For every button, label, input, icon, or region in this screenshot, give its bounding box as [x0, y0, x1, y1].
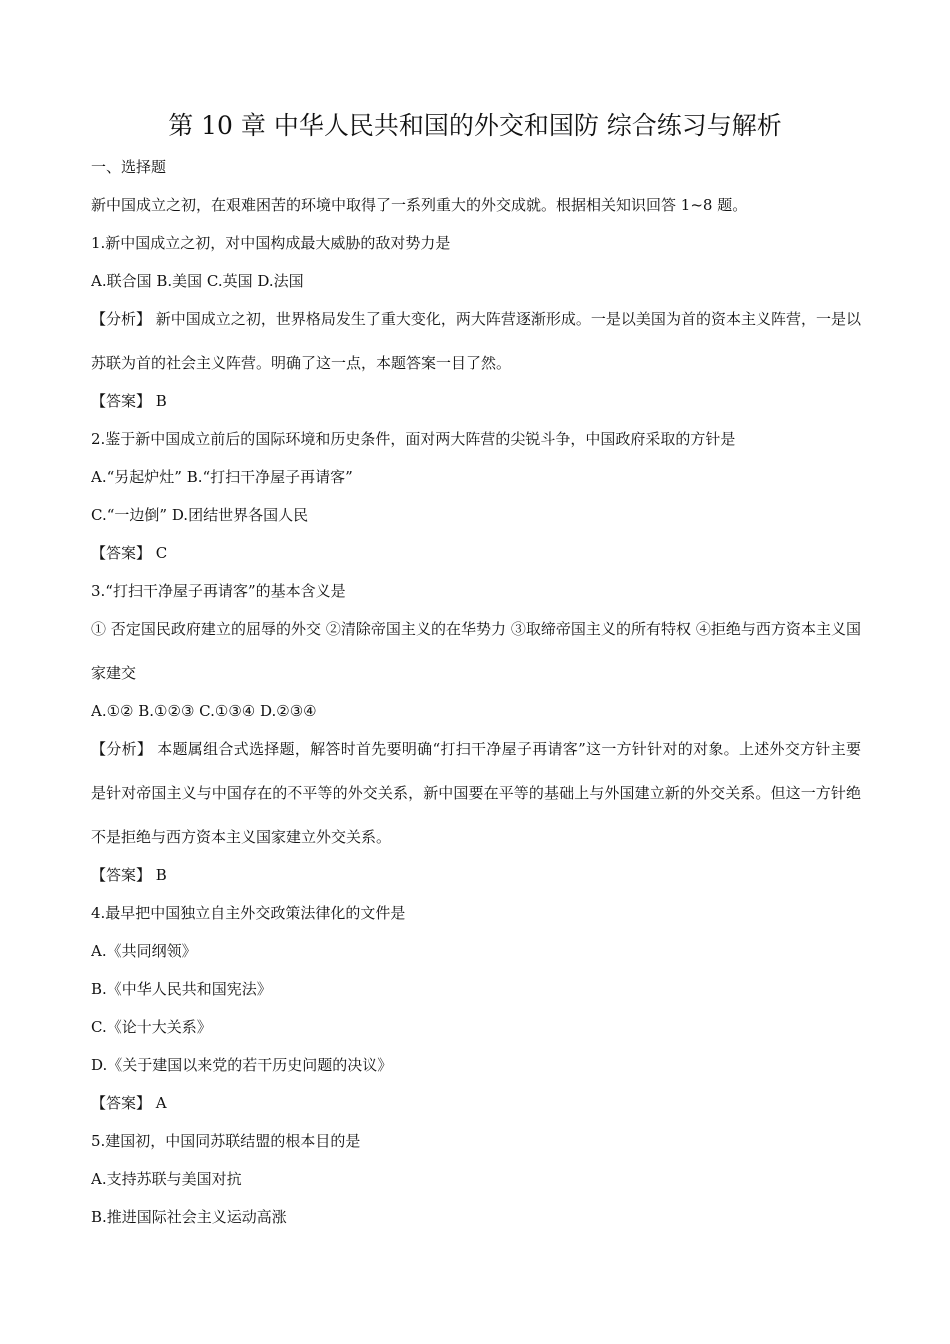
question-4-option-c: C.《论十大关系》: [91, 1018, 212, 1036]
question-4-option-b: B.《中华人民共和国宪法》: [91, 980, 272, 998]
question-3-analysis: 【分析】 本题属组合式选择题，解答时首先要明确“打扫干净屋子再请客”这一方针针对的对象。上述外交方针主要是针对帝国主义与中国存在的不平等的外交关系，新中国要在平等的基础上与外国建立新的外交关系。但这一方针绝不是拒绝与西方资本主义国家建立外交关系。: [91, 740, 861, 846]
question-1-analysis: 【分析】 新中国成立之初，世界格局发生了重大变化，两大阵营逐渐形成。一是以美国为首的资本主义阵营，一是以苏联为首的社会主义阵营。明确了这一点，本题答案一目了然。: [91, 310, 861, 372]
question-3-answer: 【答案】 B: [91, 866, 167, 884]
question-4-option-d: D.《关于建国以来党的若干历史问题的决议》: [91, 1056, 393, 1074]
question-2-options-ab: A.“另起炉灶” B.“打扫干净屋子再请客”: [91, 468, 353, 486]
document-title: 第 10 章 中华人民共和国的外交和国防 综合练习与解析: [168, 111, 782, 140]
question-4-answer: 【答案】 A: [91, 1094, 167, 1112]
question-4-stem: 4.最早把中国独立自主外交政策法律化的文件是: [91, 904, 406, 922]
question-2-stem: 2.鉴于新中国成立前后的国际环境和历史条件，面对两大阵营的尖锐斗争，中国政府采取的方针是: [91, 430, 736, 448]
section-heading: 一、选择题: [91, 158, 167, 176]
question-5-option-b: B.推进国际社会主义运动高涨: [91, 1208, 287, 1226]
document-body: [91, 148, 861, 1236]
question-3-options: A.①② B.①②③ C.①③④ D.②③④: [91, 702, 317, 720]
intro-text: 新中国成立之初，在艰难困苦的环境中取得了一系列重大的外交成就。根据相关知识回答 1~8 题。: [91, 196, 748, 214]
question-5-stem: 5.建国初，中国同苏联结盟的根本目的是: [91, 1132, 361, 1150]
question-4-option-a: A.《共同纲领》: [91, 942, 197, 960]
question-2-answer: 【答案】 C: [91, 544, 168, 562]
question-3-items: ① 否定国民政府建立的屈辱的外交 ②清除帝国主义的在华势力 ③取缔帝国主义的所有特权 ④拒绝与西方资本主义国家建交: [91, 620, 861, 682]
question-3-stem: 3.“打扫干净屋子再请客”的基本含义是: [91, 582, 346, 600]
question-2-options-cd: C.“一边倒” D.团结世界各国人民: [91, 506, 309, 524]
question-5-option-a: A.支持苏联与美国对抗: [91, 1170, 242, 1188]
question-1-stem: 1.新中国成立之初，对中国构成最大威胁的敌对势力是: [91, 234, 451, 252]
question-1-answer: 【答案】 B: [91, 392, 167, 410]
question-1-options: A.联合国 B.美国 C.英国 D.法国: [91, 272, 304, 290]
